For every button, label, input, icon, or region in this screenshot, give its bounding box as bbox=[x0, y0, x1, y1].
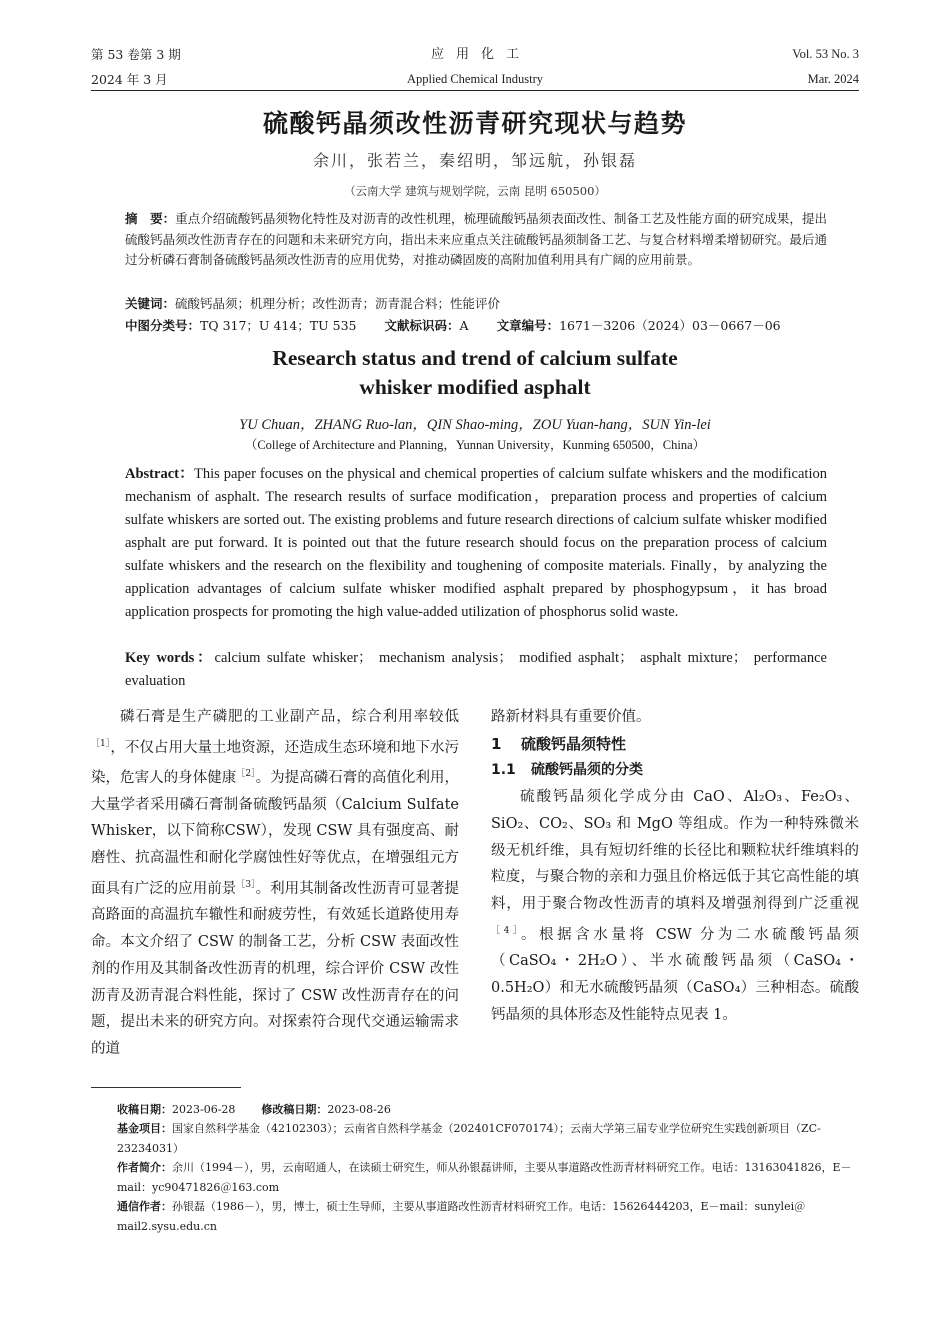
corr-label: 通信作者： bbox=[117, 1200, 172, 1213]
intro-text-b: ，不仅占用大量土地资源，还造成生态环境和地下水污染，危害人的身体健康 bbox=[91, 739, 460, 787]
authors-cn: 余川，张若兰，秦绍明，邹远航，孙银磊 bbox=[312, 151, 637, 170]
section-heading-1-1 bbox=[491, 757, 859, 784]
p2-text-a: 硫酸钙晶须化学成分由 CaO、Al₂O₃、Fe₂O₃、SiO₂、CO₂、SO₃ 和 MgO 等组成。作为一种特殊微米级无机纤维，具有短切纤维的长径比和颗粒状纤维填料的粒度，与聚合物的亲和力强且价格远低于其它高性能的填料，用于聚合物改性沥青的填料及增强剂得到广泛重视 bbox=[491, 789, 859, 912]
footnote-corresponding bbox=[117, 1197, 862, 1236]
authors-en: YU Chuan，ZHANG Ruo-lan，QIN Shao-ming，ZOU Yuan-hang，SUN Yin-lei bbox=[239, 417, 711, 433]
intro-text-c: 。为提高磷石膏的高值化利用，大量学者采用磷石膏制备硫酸钙晶须（Calcium Sulfate Whisker，以下简称CSW），发现 CSW 具有强度高、耐磨性、抗高温性和耐化学腐蚀性好等优点，在增强组元方面具有广泛的应用前景 bbox=[91, 770, 460, 897]
footnote-dates bbox=[117, 1100, 862, 1120]
title-cn: 硫酸钙晶须改性沥青研究现状与趋势 bbox=[262, 109, 687, 138]
clc-value: TQ 317；U 414；TU 535 bbox=[200, 318, 357, 333]
running-header-right bbox=[792, 42, 859, 92]
keywords-cn-label: 关键词： bbox=[125, 296, 176, 311]
section-1-number: 1 bbox=[491, 734, 502, 753]
affiliation-en: （College of Architecture and Planning，Yunnan University，Kunming 650500，China） bbox=[244, 438, 706, 452]
keywords-cn bbox=[125, 294, 500, 312]
header-volume-issue: 第 53 卷第 3 期 bbox=[91, 47, 181, 62]
title-en-line2: whisker modified asphalt bbox=[359, 375, 591, 399]
abstract-cn-label: 摘 要： bbox=[125, 211, 176, 226]
clc-label: 中图分类号： bbox=[125, 318, 201, 333]
corr-value: 孙银磊（1986－），男，博士，硕士生导师，主要从事道路改性沥青材料研究工作。电话：15626444203，E－mail：sunylei＠mail2.sysu.edu.cn bbox=[117, 1200, 806, 1233]
article-number-value: 1671－3206（2024）03－0667－06 bbox=[559, 318, 781, 333]
received-label: 收稿日期： bbox=[117, 1103, 172, 1116]
section-1-1-title: 硫酸钙晶须的分类 bbox=[531, 762, 643, 779]
footnote-funding bbox=[117, 1119, 862, 1158]
header-rule bbox=[91, 90, 859, 91]
p2-text-b: 。根据含水量将 CSW 分为二水硫酸钙晶须（CaSO₄・2H₂O）、半水硫酸钙晶须（CaSO₄・0.5H₂O）和无水硫酸钙晶须（CaSO₄）三种相态。硫酸钙晶须的具体形态及性能特点见表 1。 bbox=[491, 926, 859, 1023]
abstract-cn-text: 重点介绍硫酸钙晶须物化特性及对沥青的改性机理，梳理硫酸钙晶须表面改性、制备工艺及性能方面的研究成果，提出硫酸钙晶须改性沥青存在的问题和未来研究方向，指出未来应重点关注硫酸钙晶须制备工艺、与复合材料增柔增韧研究。最后通过分析磷石膏制备硫酸钙晶须改性沥青的应用优势，对推动磷固废的高附加值利用具有广阔的应用前景。 bbox=[125, 211, 827, 267]
intro-continuation: 路新材料具有重要价值。 bbox=[491, 709, 651, 725]
header-volume-en: Vol. 53 No. 3 bbox=[792, 47, 859, 61]
citation-1[interactable]: ［1］ bbox=[91, 738, 111, 749]
body-column-right bbox=[491, 704, 859, 1028]
intro-text-d: 。利用其制备改性沥青可显著提高路面的高温抗车辙性和耐疲劳性，有效延长道路使用寿命。本文介绍了 CSW 的制备工艺，分析 CSW 表面改性剂的作用及其制备改性沥青的机理，综合评价 CSW 改性沥青及沥青混合料性能，探讨了 CSW 改性沥青存在的问题，提出未来的研究方向。对探索符合现代交通运输需求的道 bbox=[91, 880, 460, 1057]
section-1-1-paragraph bbox=[491, 784, 859, 1028]
header-date: 2024 年 3 月 bbox=[91, 72, 168, 87]
journal-name-en: Applied Chemical Industry bbox=[406, 72, 544, 86]
revised-label: 修改稿日期： bbox=[261, 1103, 328, 1116]
intro-paragraph bbox=[91, 704, 459, 1063]
header-date-en: Mar. 2024 bbox=[807, 72, 859, 86]
citation-4[interactable]: ［4］ bbox=[491, 925, 521, 936]
footnote-rule bbox=[91, 1087, 241, 1088]
section-heading-1 bbox=[491, 731, 859, 758]
keywords-en-label: Key words： bbox=[125, 650, 215, 666]
section-1-1-number: 1.1 bbox=[491, 762, 516, 779]
journal-name-cn: 应用化工 bbox=[430, 47, 531, 62]
article-number-label: 文章编号： bbox=[496, 318, 560, 333]
bio-value: 余川（1994－），男，云南昭通人，在读硕士研究生，师从孙银磊讲师，主要从事道路改性沥青材料研究工作。电话：13163041826，E－mail：yc90471826＠163.com bbox=[117, 1161, 852, 1194]
abstract-en-label: Abstract： bbox=[125, 466, 195, 482]
doc-code-label: 文献标识码： bbox=[384, 318, 460, 333]
abstract-en-text: This paper focuses on the physical and chemical properties of calcium sulfate whiskers and the modification mechanism of asphalt. The research results of surface modification，preparation process and properties of calcium sulfate whiskers are sorted out. The existing problems and future research directions of calcium sulfate whisker modified asphalt are put forward. It is pointed out that the future research should focus on the preparation process of calcium sulfate whiskers and the research on the flexibility and toughening of composite materials. Finally，by analyzing the application advantages of calcium sulfate whisker modified asphalt prepared by phosphogypsum，it has broad application prospects for promoting the high value-added utilization of phosphorus solid waste. bbox=[125, 466, 827, 620]
affiliation-cn: （云南大学 建筑与规划学院，云南 昆明 650500） bbox=[344, 184, 606, 198]
intro-text-a: 磷石膏是生产磷肥的工业副产品，综合利用率较低 bbox=[120, 709, 459, 725]
keywords-cn-text: 硫酸钙晶须；机理分析；改性沥青；沥青混合料；性能评价 bbox=[175, 296, 501, 311]
doc-code-value: A bbox=[459, 318, 469, 333]
citation-2[interactable]: ［2］ bbox=[236, 769, 256, 780]
bio-label: 作者简介： bbox=[117, 1161, 172, 1174]
title-en bbox=[0, 344, 950, 402]
title-en-line1: Research status and trend of calcium sulfate bbox=[272, 346, 678, 370]
fund-label: 基金项目： bbox=[117, 1122, 172, 1135]
abstract-en bbox=[125, 463, 827, 624]
section-1-title: 硫酸钙晶须特性 bbox=[521, 734, 627, 753]
citation-3[interactable]: ［3］ bbox=[236, 879, 256, 890]
classification-line bbox=[125, 316, 781, 334]
revised-value: 2023-08-26 bbox=[327, 1103, 391, 1116]
body-column-left bbox=[91, 704, 459, 1063]
keywords-en bbox=[125, 647, 827, 693]
keywords-en-text: calcium sulfate whisker； mechanism analysis； modified asphalt； asphalt mixture； performance evaluation bbox=[125, 650, 827, 689]
abstract-cn bbox=[125, 209, 827, 271]
received-value: 2023-06-28 bbox=[172, 1103, 236, 1116]
fund-value: 国家自然科学基金（42102303）；云南省自然科学基金（202401CF070174）；云南大学第三届专业学位研究生实践创新项目（ZC-23234031） bbox=[117, 1122, 821, 1155]
footnote-author-bio bbox=[117, 1158, 862, 1197]
